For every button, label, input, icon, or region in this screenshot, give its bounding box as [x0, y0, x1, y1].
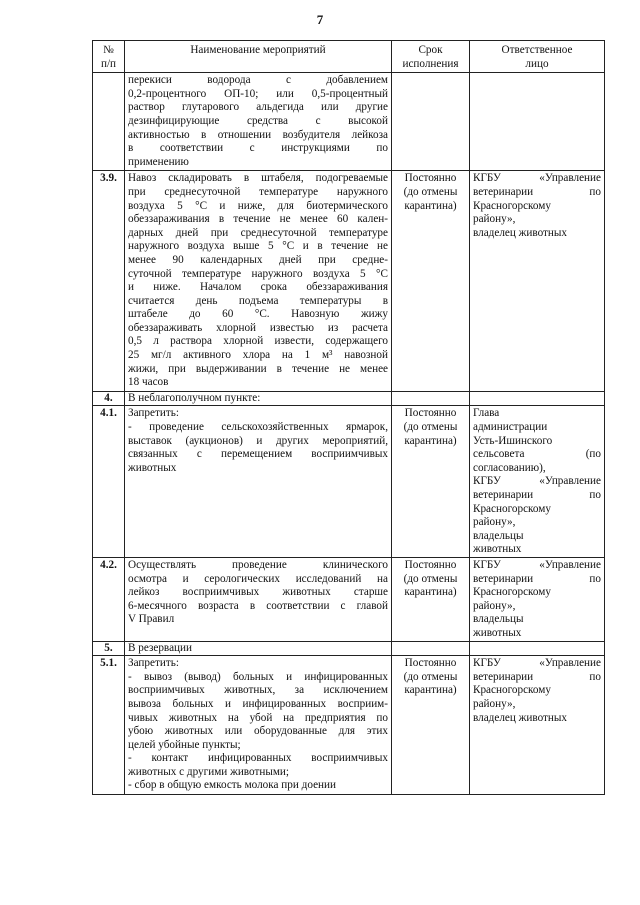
cell-line: лейкоз восприимчивых животных старше — [128, 586, 388, 599]
cell-line: карантина) — [404, 434, 457, 447]
cell-line: 0,5 л раствора хлорной извести, содержащего — [128, 335, 388, 348]
cell-line: суточной температуре наружного воздуха 5 °С — [128, 267, 388, 280]
cell-line: КГБУ «Управление — [473, 657, 601, 670]
row-responsible — [470, 406, 605, 558]
row-activity — [125, 656, 392, 795]
cell-line: обеззараживать хлорной известью из расчета — [128, 321, 388, 334]
cell-line: владельцы — [473, 529, 524, 542]
cell-line: раствор глутарового альдегида или другие — [128, 101, 388, 114]
cell-line: восприимчивых животных, за исключением — [128, 684, 388, 697]
cell-line: Красногорскому — [473, 586, 551, 599]
cell-line: Красногорскому — [473, 199, 551, 212]
cell-line: считается день подъема температуры в — [128, 294, 388, 307]
cell-line: при среднесуточной температуре наружного — [128, 185, 388, 198]
row-num — [93, 73, 125, 171]
row-responsible — [470, 171, 605, 392]
cell-line: связанных с перемещением восприимчивых — [128, 448, 388, 461]
cell-line: КГБУ «Управление — [473, 172, 601, 185]
cell-line: в соответствии с инструкциями по — [128, 142, 388, 155]
cell-line: обеззараживания в течение не менее 60 кален- — [128, 213, 388, 226]
cell-line: дезинфицирующие средства с высокой — [128, 114, 388, 127]
cell-line: Запретить: — [128, 657, 179, 670]
row-activity — [125, 171, 392, 392]
cell-line: V Правил — [128, 613, 175, 626]
cell-line: воздуха 5 °С и ниже, для биотермического — [128, 199, 388, 212]
row-term — [392, 171, 470, 392]
cell-line: карантина) — [404, 684, 457, 697]
cell-line: ветеринарии по — [473, 489, 601, 501]
cell-line: владельцы — [473, 613, 524, 626]
header-term: Срок исполнения — [392, 41, 470, 73]
row-activity — [125, 73, 392, 171]
cell-line: Постоянно — [404, 407, 457, 420]
table-row-4-1 — [93, 406, 605, 558]
table-row-4-2 — [93, 557, 605, 641]
cell-line: району», — [473, 213, 516, 226]
cell-line: Навоз складировать в штабеля, подогреваемые — [128, 172, 388, 185]
row-responsible — [470, 656, 605, 795]
cell-line: жижи, при выдерживании в течение не менее — [128, 362, 388, 375]
cell-line: осмотра и серологических исследований на — [128, 572, 388, 585]
cell-line: и ниже. Началом срока обеззараживания — [128, 281, 388, 294]
cell-line: (до отмены — [403, 670, 458, 683]
cell-line: 6-месячного возраста в соответствии с главой — [128, 599, 388, 612]
row-activity — [125, 406, 392, 558]
row-responsible — [470, 557, 605, 641]
section-title: В неблагополучном пункте: — [125, 391, 392, 406]
cell-line: штабеле до 60 °С. Навозную жижу — [128, 308, 388, 321]
cell-line: - сбор в общую емкость молока при доении — [128, 779, 337, 792]
table-row-3-9 — [93, 171, 605, 392]
cell-line: активностью в отношении возбудителя лейкоза — [128, 128, 388, 141]
cell-line: животных — [128, 461, 177, 474]
cell-line: Глава — [473, 407, 500, 420]
cell-line: - вывоз (вывод) больных и инфицированных — [128, 670, 388, 683]
cell-line: району», — [473, 697, 516, 710]
cell-line: карантина) — [404, 586, 457, 599]
cell-line: Постоянно — [404, 558, 457, 571]
cell-line: перекиси водорода с добавлением — [128, 74, 388, 87]
section-num: 4. — [93, 391, 125, 406]
header-responsible: Ответственное лицо — [470, 41, 605, 73]
section-title: В резервации — [125, 641, 392, 656]
cell-line: (до отмены — [403, 421, 458, 434]
row-activity — [125, 557, 392, 641]
cell-line: владелец животных — [473, 226, 568, 239]
cell-line: Постоянно — [404, 172, 457, 185]
cell-line: Запретить: — [128, 407, 179, 420]
table-header — [93, 41, 605, 73]
cell-line: (до отмены — [403, 185, 458, 198]
page-number: 7 — [316, 12, 324, 27]
cell-line: ветеринарии по — [473, 572, 601, 585]
cell-line: дарных дней при среднесуточной температуре — [128, 226, 388, 239]
row-term — [392, 557, 470, 641]
cell-line: наружного воздуха выше 5 °С и в течение не — [128, 240, 388, 253]
row-term — [392, 406, 470, 558]
cell-line: менее 90 календарных дней при средне- — [128, 253, 388, 266]
cell-line: животных — [473, 626, 522, 639]
section-num: 5. — [93, 641, 125, 656]
row-num: 3.9. — [93, 171, 125, 392]
cell-line: КГБУ «Управление — [473, 558, 601, 571]
cell-line: Постоянно — [404, 657, 457, 670]
cell-line: ветеринарии по — [473, 670, 601, 683]
section-row-5 — [93, 641, 605, 656]
table-row-continued — [93, 73, 605, 171]
cell-line: - контакт инфицированных восприимчивых — [128, 752, 388, 765]
cell-line: району», — [473, 516, 516, 529]
cell-line: - проведение сельскохозяйственных ярмарок, — [128, 421, 388, 434]
cell-line: Красногорскому — [473, 502, 551, 515]
cell-line: вывоза больных и инфицированных восприим- — [128, 697, 388, 710]
cell-line: согласованию), — [473, 461, 546, 474]
cell-line: применению — [128, 155, 189, 168]
cell-line: 25 мг/л активного хлора на 1 м³ навозной — [128, 349, 388, 362]
cell-line: Красногорскому — [473, 684, 551, 697]
row-num: 4.1. — [93, 406, 125, 558]
row-num: 4.2. — [93, 557, 125, 641]
cell-line: Осуществлять проведение клинического — [128, 558, 388, 571]
cell-line: карантина) — [404, 199, 457, 212]
cell-line: животных с другими животными; — [128, 765, 290, 778]
row-num: 5.1. — [93, 656, 125, 795]
cell-line: КГБУ «Управление — [473, 475, 601, 488]
cell-line: владелец животных — [473, 711, 568, 724]
row-term — [392, 656, 470, 795]
cell-line: целей убойные пункты; — [128, 738, 241, 751]
header-num: № п/п — [93, 41, 125, 73]
cell-line: чивых животных на убой на предприятия по — [128, 711, 388, 724]
cell-line: животных — [473, 543, 522, 556]
measures-table — [92, 40, 605, 795]
cell-line: ветеринарии по — [473, 185, 601, 198]
cell-line: Усть-Ишинского — [473, 434, 553, 447]
cell-line: (до отмены — [403, 572, 458, 585]
cell-line: 0,2-процентного ОП-10; или 0,5-процентный — [128, 87, 388, 100]
row-term — [392, 73, 470, 171]
cell-line: сельсовета (по — [473, 448, 601, 461]
cell-line: 18 часов — [128, 376, 169, 389]
row-responsible — [470, 73, 605, 171]
section-row-4 — [93, 391, 605, 406]
cell-line: выставок (аукционов) и других мероприятий, — [128, 434, 388, 447]
table-row-5-1 — [93, 656, 605, 795]
header-activity: Наименование мероприятий — [125, 41, 392, 73]
cell-line: убою животных или оборудованные для этих — [128, 725, 388, 738]
cell-line: району», — [473, 599, 516, 612]
cell-line: администрации — [473, 421, 548, 434]
